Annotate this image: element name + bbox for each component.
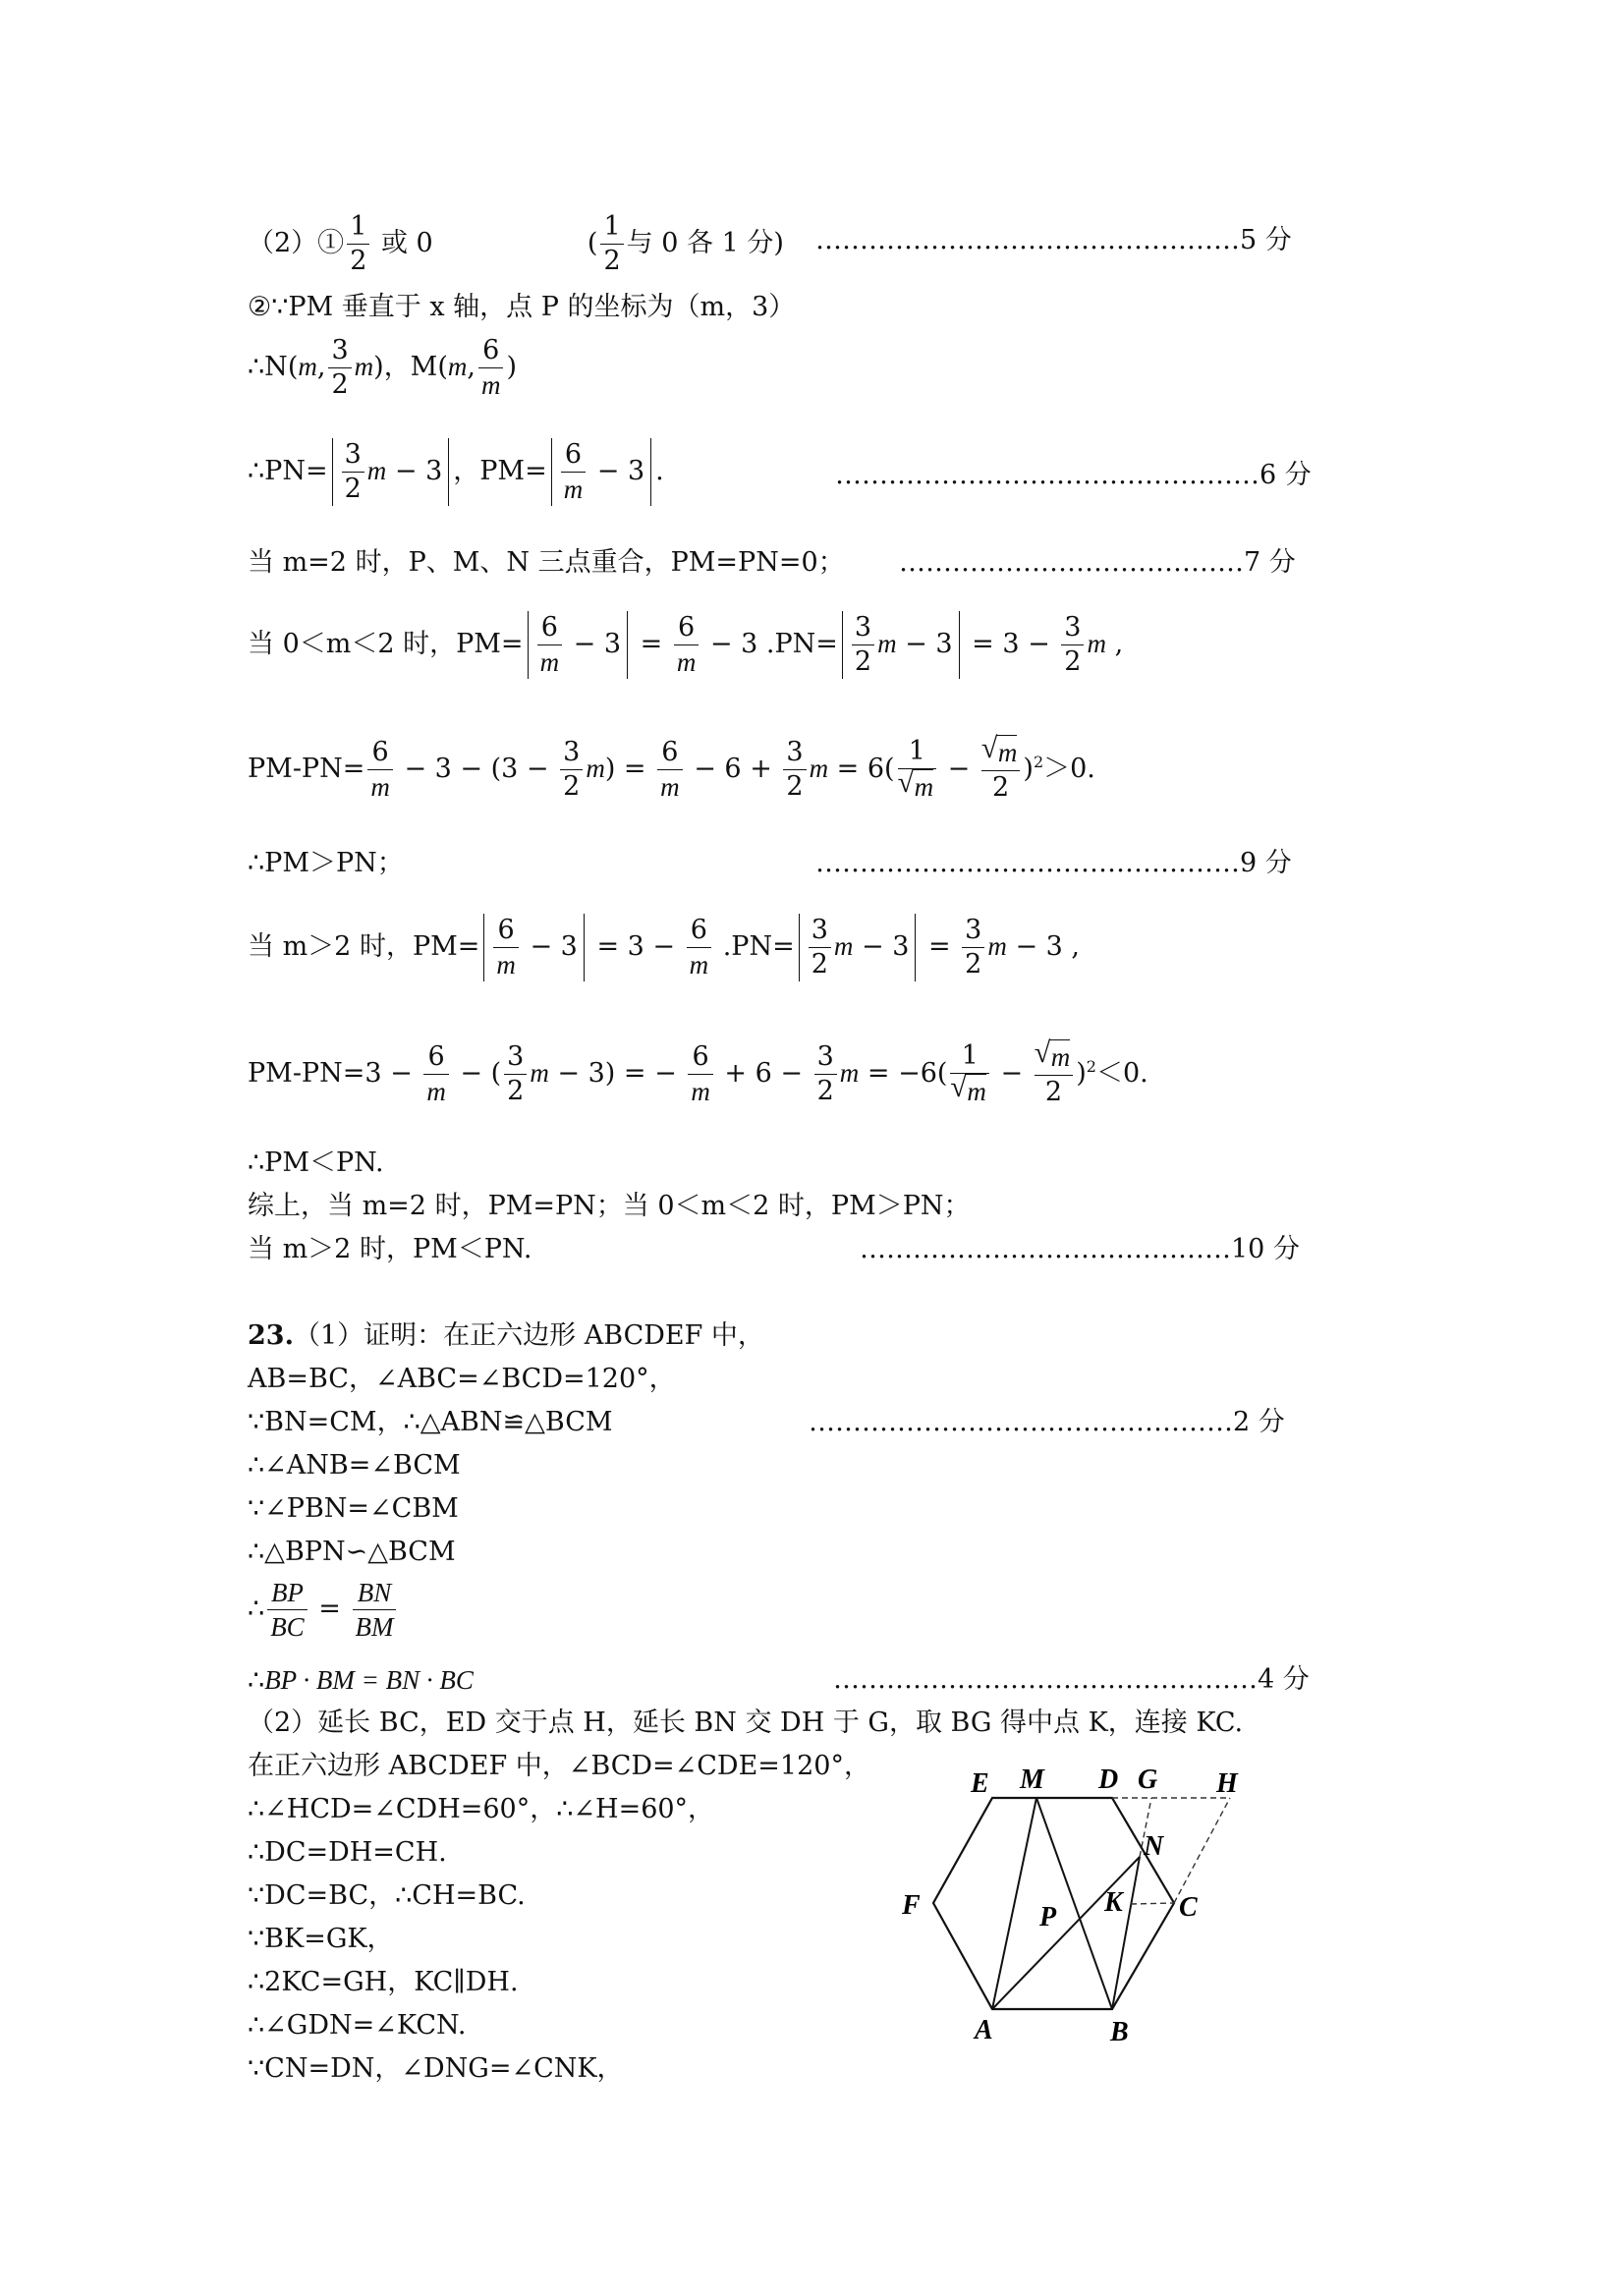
label-e: E [971,1768,989,1799]
proof-line-angle-pbn: ∵∠PBN=∠CBM [248,1493,459,1524]
problem-number: 23. [248,1320,294,1351]
pn-pm-expression-line: ∴PN= $\frac{3}{2}$ m − 3 ，PM= $\frac{6}{m}$ − 3 . [248,439,664,504]
label-b: B [1110,2017,1129,2044]
proof-line-product: ∴BP · BM = BN · BC [248,1665,474,1696]
difference-negative-line: PM-PN=3 − $\frac{6}{m}$ − ( $\frac{3}{2}$ m − 3) = − $\frac{6}{m}$ + 6 − $\frac{3}{2}$ m = −6( 1 √ m − √ $\frac{m}{2}$ )$^2$＜0. [248,1039,1148,1109]
label-p: P [1039,1902,1057,1932]
part2-construction: （2）延长 BC，ED 交于点 H，延长 BN 交 DH 于 G，取 BG 得中点 K，连接 KC. [248,1708,1244,1738]
score-9: …………………………………………9 分 [815,848,1292,878]
label-n: N [1144,1831,1164,1862]
extension-ch [1174,1798,1230,1903]
case-m-greater-2: 当 m＞2 时，PM= $\frac{6}{m}$ − 3 = 3 − $\frac{6}{m}$ .PN= $\frac{3}{2}$ m − 3 = $\frac{3}{2}$ m − 3 , [248,915,1080,980]
part2-line-dc-bc: ∵DC=BC，∴CH=BC. [248,1880,526,1911]
pm-greater-pn: ∴PM＞PN； [248,848,404,878]
proof-line-angle-anb: ∴∠ANB=∠BCM [248,1450,461,1481]
proof-line-ratio: ∴ $\frac{BP}{BC}$ = $\frac{BN}{BM}$ [248,1576,399,1644]
segment-kc [1131,1903,1174,1904]
part2-line-dc-dh-ch: ∴DC=DH=CH. [248,1837,447,1868]
part2-line-hexagon-angles: 在正六边形 ABCDEF 中，∠BCD=∠CDE=120°， [248,1751,870,1781]
part2-line-cn-dn: ∵CN=DN，∠DNG=∠CNK， [248,2053,624,2084]
label-m: M [1020,1764,1044,1795]
label-c: C [1179,1892,1198,1923]
proof-line-ab-bc: AB=BC，∠ABC=∠BCD=120°， [248,1364,676,1394]
label-d: D [1098,1764,1119,1795]
note-fraction-one-half: $\frac{1}{2}$ [600,210,623,278]
case-m-equals-2: 当 m=2 时，P、M、N 三点重合，PM=PN=0； [248,547,845,578]
part2-label: （2）① [248,228,345,258]
n-m-coordinates-line: ∴N(m, $\frac{3}{2}$ m)，M(m, $\frac{6}{m}$ ) [248,335,518,400]
score-7: …………………………………7 分 [899,547,1296,578]
label-h: H [1216,1768,1238,1799]
summary-line-1: 综上，当 m=2 时，PM=PN；当 0＜m＜2 时，PM＞PN； [248,1191,971,1221]
score-10: ……………………………………10 分 [860,1234,1300,1264]
part2-line-2kc: ∴2KC=GH，KC∥DH. [248,1967,519,1997]
score-2: …………………………………………2 分 [809,1407,1285,1437]
pm-perpendicular-line: ②∵PM 垂直于 x 轴，点 P 的坐标为（m，3） [248,292,796,322]
part2-line-hcd: ∴∠HCD=∠CDH=60°，∴∠H=60°， [248,1794,715,1824]
part2-line-bk-gk: ∵BK=GK， [248,1924,394,1954]
score-6: …………………………………………6 分 [835,460,1312,490]
proof-line-similar: ∴△BPN∽△BCM [248,1537,456,1567]
pm-less-pn: ∴PM＜PN. [248,1148,384,1178]
score-4: …………………………………………4 分 [833,1664,1310,1695]
case-m-less-2: 当 0＜m＜2 时，PM= $\frac{6}{m}$ − 3 = $\frac{6}{m}$ − 3 .PN= $\frac{3}{2}$ m − 3 = 3 − $\frac{3}{2}$ m , [248,612,1124,677]
difference-positive-line: PM-PN= $\frac{6}{m}$ − 3 − (3 − $\frac{3}{2}$ m) = $\frac{6}{m}$ − 6 + $\frac{3}{2}$ m = 6( 1 √ m − √ $\frac{m}{2}$ )$^2$＞0. [248,735,1095,805]
segment-am [992,1798,1036,2009]
score-5: …………………………………………5 分 [815,225,1292,255]
label-k: K [1104,1887,1123,1918]
part2-line-angle-gdn: ∴∠GDN=∠KCN. [248,2010,467,2041]
label-a: A [975,2015,993,2044]
hexagon-figure [884,1749,1297,2044]
fraction-one-half: $\frac{1}{2}$ [347,210,369,278]
scoring-note: 与 0 各 1 分) [626,228,784,258]
summary-line-2: 当 m＞2 时，PM＜PN. [248,1234,532,1264]
answer-or-zero: 或 0 [380,228,433,258]
problem-23-heading: 23.（1）证明：在正六边形 ABCDEF 中， [248,1320,764,1351]
proof-line-congruent: ∵BN=CM，∴△ABN≌△BCM [248,1407,613,1437]
part2-answer-line: （2）① $\frac{1}{2}$ 或 0 ( $\frac{1}{2}$ 与 0 各 1 分) [248,211,784,276]
label-f: F [902,1890,921,1921]
label-g: G [1138,1764,1158,1795]
